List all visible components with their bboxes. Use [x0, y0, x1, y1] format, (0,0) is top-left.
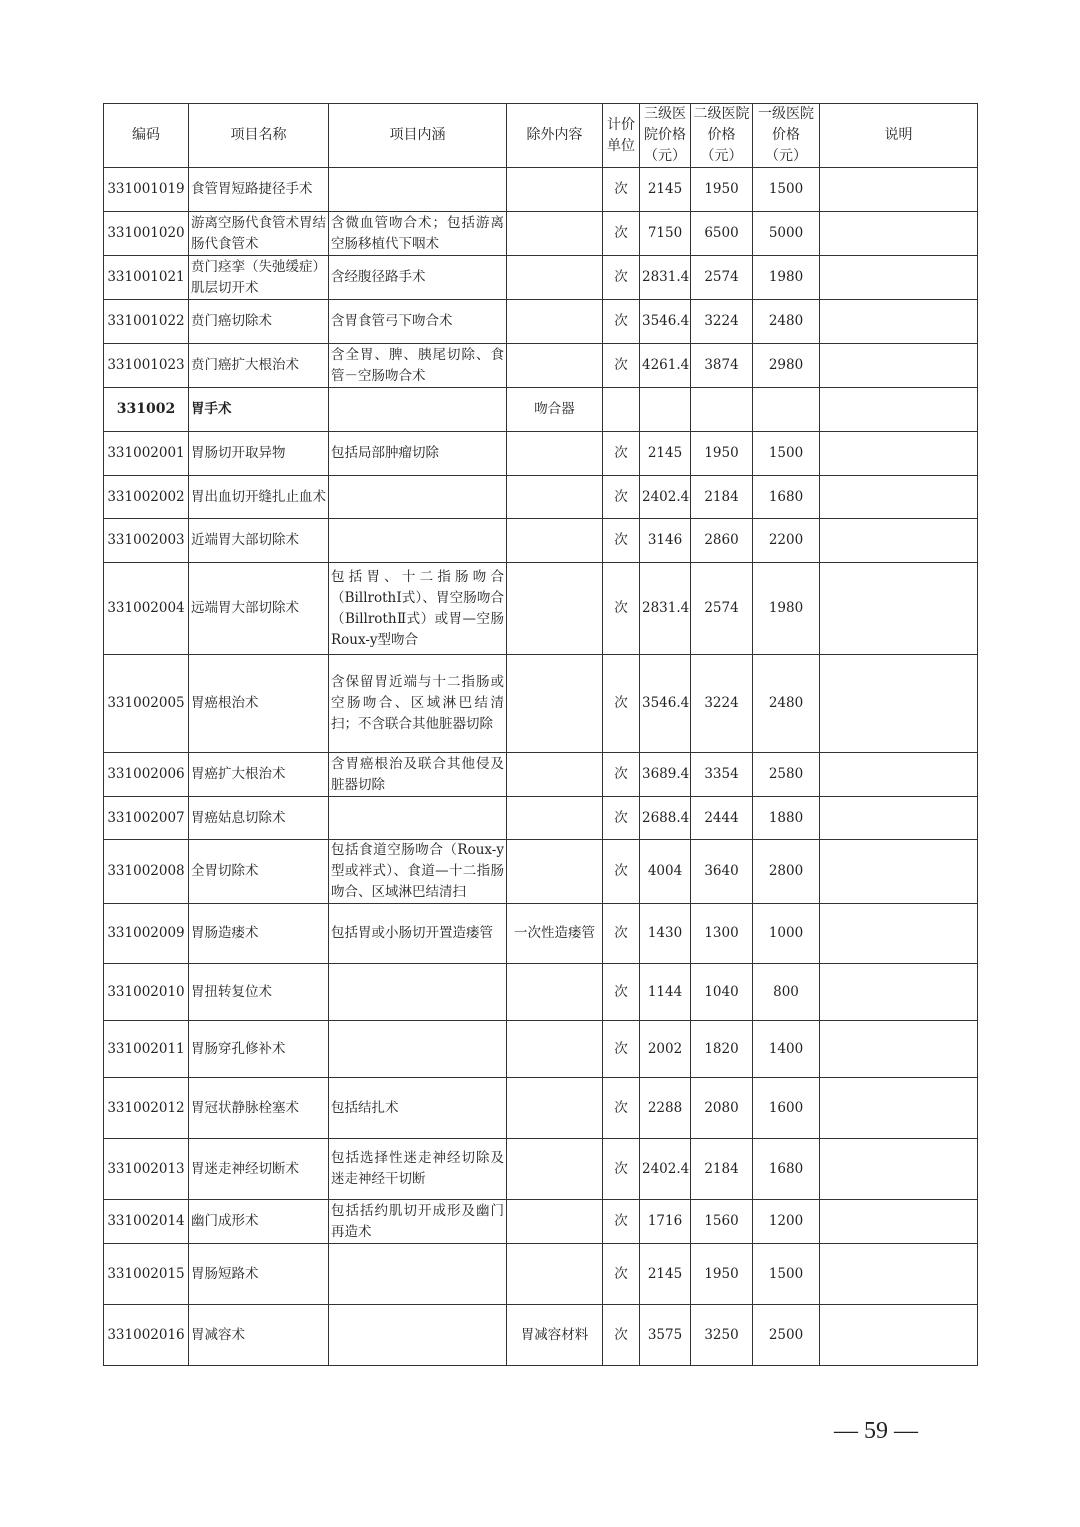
table-row — [104, 1139, 978, 1200]
price-tier1-cell: 1680 — [753, 476, 820, 519]
name-cell: 胃肠穿孔修补术 — [189, 1021, 329, 1078]
table-row — [104, 904, 978, 964]
note-cell — [820, 563, 978, 655]
code-cell: 331002011 — [104, 1021, 189, 1078]
price-tier2-cell — [691, 388, 753, 432]
content-cell: 含微血管吻合术；包括游离空肠移植代下咽术 — [329, 212, 507, 256]
unit-cell: 次 — [603, 797, 640, 840]
price-tier1-cell: 2480 — [753, 655, 820, 753]
code-cell: 331001023 — [104, 344, 189, 388]
code-cell: 331002014 — [104, 1200, 189, 1244]
name-cell: 胃肠造瘘术 — [189, 904, 329, 964]
note-cell — [820, 1078, 978, 1139]
note-cell — [820, 432, 978, 476]
excluded-cell: 胃减容材料 — [507, 1305, 603, 1366]
content-cell — [329, 388, 507, 432]
price-tier1-cell: 800 — [753, 964, 820, 1021]
excluded-cell — [507, 964, 603, 1021]
section-row — [104, 388, 978, 432]
content-cell: 包括胃或小肠切开置造瘘管 — [329, 904, 507, 964]
unit-cell: 次 — [603, 1200, 640, 1244]
excluded-cell — [507, 655, 603, 753]
name-cell: 胃癌姑息切除术 — [189, 797, 329, 840]
price-tier1-cell — [753, 388, 820, 432]
price-tier3-cell: 2145 — [640, 432, 691, 476]
excluded-cell — [507, 476, 603, 519]
excluded-cell — [507, 1139, 603, 1200]
name-cell: 远端胃大部切除术 — [189, 563, 329, 655]
price-tier3-cell: 3546.4 — [640, 300, 691, 344]
price-tier2-cell: 1040 — [691, 964, 753, 1021]
price-tier3-cell: 3689.4 — [640, 753, 691, 797]
price-tier2-cell: 3354 — [691, 753, 753, 797]
price-tier2-cell: 6500 — [691, 212, 753, 256]
price-tier2-cell: 3640 — [691, 840, 753, 904]
name-cell: 全胃切除术 — [189, 840, 329, 904]
price-tier1-cell: 1400 — [753, 1021, 820, 1078]
excluded-cell — [507, 1244, 603, 1305]
price-tier2-cell: 3250 — [691, 1305, 753, 1366]
excluded-cell — [507, 168, 603, 212]
price-tier1-cell: 1500 — [753, 1244, 820, 1305]
price-tier3-cell: 2688.4 — [640, 797, 691, 840]
excluded-cell — [507, 1078, 603, 1139]
unit-cell: 次 — [603, 212, 640, 256]
content-cell: 含经腹径路手术 — [329, 256, 507, 300]
price-tier1-cell: 1500 — [753, 432, 820, 476]
price-tier3-cell: 3575 — [640, 1305, 691, 1366]
table-header-row — [104, 104, 978, 168]
unit-cell: 次 — [603, 476, 640, 519]
unit-cell: 次 — [603, 753, 640, 797]
excluded-cell — [507, 840, 603, 904]
table-row — [104, 344, 978, 388]
unit-cell: 次 — [603, 519, 640, 563]
note-cell — [820, 212, 978, 256]
unit-cell: 次 — [603, 655, 640, 753]
content-cell: 含全胃、脾、胰尾切除、食管－空肠吻合术 — [329, 344, 507, 388]
table-row — [104, 476, 978, 519]
price-tier3-cell: 2002 — [640, 1021, 691, 1078]
table-row — [104, 840, 978, 904]
table-row — [104, 256, 978, 300]
content-cell — [329, 519, 507, 563]
note-cell — [820, 964, 978, 1021]
table-row — [104, 1244, 978, 1305]
excluded-cell — [507, 563, 603, 655]
note-cell — [820, 904, 978, 964]
price-tier1-cell: 2500 — [753, 1305, 820, 1366]
unit-cell: 次 — [603, 432, 640, 476]
code-cell: 331001021 — [104, 256, 189, 300]
name-cell: 胃出血切开缝扎止血术 — [189, 476, 329, 519]
price-tier1-cell: 2480 — [753, 300, 820, 344]
name-cell: 游离空肠代食管术胃结肠代食管术 — [189, 212, 329, 256]
header-price-tier1: 一级医院价格（元） — [753, 104, 820, 168]
code-cell: 331002005 — [104, 655, 189, 753]
header-unit: 计价单位 — [603, 104, 640, 168]
name-cell: 贲门癌扩大根治术 — [189, 344, 329, 388]
price-tier2-cell: 1950 — [691, 1244, 753, 1305]
code-cell: 331002013 — [104, 1139, 189, 1200]
excluded-cell — [507, 519, 603, 563]
name-cell: 胃扭转复位术 — [189, 964, 329, 1021]
content-cell: 包括局部肿瘤切除 — [329, 432, 507, 476]
note-cell — [820, 1244, 978, 1305]
price-tier2-cell: 2574 — [691, 563, 753, 655]
price-tier1-cell: 2980 — [753, 344, 820, 388]
unit-cell: 次 — [603, 1305, 640, 1366]
unit-cell: 次 — [603, 1139, 640, 1200]
code-cell: 331002015 — [104, 1244, 189, 1305]
table-row — [104, 753, 978, 797]
code-cell: 331002006 — [104, 753, 189, 797]
content-cell: 含胃食管弓下吻合术 — [329, 300, 507, 344]
table-row — [104, 563, 978, 655]
name-cell: 胃迷走神经切断术 — [189, 1139, 329, 1200]
content-cell — [329, 168, 507, 212]
price-tier3-cell: 2402.4 — [640, 1139, 691, 1200]
price-tier1-cell: 1000 — [753, 904, 820, 964]
note-cell — [820, 168, 978, 212]
table-row — [104, 519, 978, 563]
content-cell — [329, 476, 507, 519]
table-row — [104, 964, 978, 1021]
unit-cell — [603, 388, 640, 432]
unit-cell: 次 — [603, 256, 640, 300]
code-cell: 331002001 — [104, 432, 189, 476]
price-tier2-cell: 2574 — [691, 256, 753, 300]
content-cell: 包括选择性迷走神经切除及迷走神经干切断 — [329, 1139, 507, 1200]
price-tier1-cell: 1200 — [753, 1200, 820, 1244]
price-tier1-cell: 2800 — [753, 840, 820, 904]
code-cell: 331002007 — [104, 797, 189, 840]
table-row — [104, 797, 978, 840]
name-cell: 贲门癌切除术 — [189, 300, 329, 344]
price-tier3-cell: 7150 — [640, 212, 691, 256]
content-cell — [329, 1244, 507, 1305]
price-tier2-cell: 2444 — [691, 797, 753, 840]
price-tier2-cell: 1560 — [691, 1200, 753, 1244]
content-cell: 含胃癌根治及联合其他侵及脏器切除 — [329, 753, 507, 797]
price-tier3-cell: 4261.4 — [640, 344, 691, 388]
note-cell — [820, 1305, 978, 1366]
note-cell — [820, 753, 978, 797]
table-row — [104, 1021, 978, 1078]
table-row — [104, 212, 978, 256]
price-tier3-cell: 1716 — [640, 1200, 691, 1244]
name-cell: 胃肠切开取异物 — [189, 432, 329, 476]
name-cell: 胃癌根治术 — [189, 655, 329, 753]
unit-cell: 次 — [603, 344, 640, 388]
name-cell: 近端胃大部切除术 — [189, 519, 329, 563]
excluded-cell — [507, 212, 603, 256]
note-cell — [820, 476, 978, 519]
price-tier2-cell: 1820 — [691, 1021, 753, 1078]
note-cell — [820, 1200, 978, 1244]
note-cell — [820, 840, 978, 904]
header-price-tier3: 三级医院价格（元） — [640, 104, 691, 168]
content-cell: 包括结扎术 — [329, 1078, 507, 1139]
unit-cell: 次 — [603, 563, 640, 655]
header-content: 项目内涵 — [329, 104, 507, 168]
price-tier2-cell: 2184 — [691, 476, 753, 519]
content-cell — [329, 1021, 507, 1078]
unit-cell: 次 — [603, 1021, 640, 1078]
note-cell — [820, 1021, 978, 1078]
table-row — [104, 432, 978, 476]
price-tier2-cell: 2184 — [691, 1139, 753, 1200]
price-tier1-cell: 5000 — [753, 212, 820, 256]
price-tier3-cell: 2831.4 — [640, 256, 691, 300]
name-cell: 胃减容术 — [189, 1305, 329, 1366]
name-cell: 胃手术 — [189, 388, 329, 432]
excluded-cell: 吻合器 — [507, 388, 603, 432]
excluded-cell — [507, 1021, 603, 1078]
excluded-cell — [507, 300, 603, 344]
code-cell: 331002 — [104, 388, 189, 432]
price-tier1-cell: 1600 — [753, 1078, 820, 1139]
content-cell: 包括括约肌切开成形及幽门再造术 — [329, 1200, 507, 1244]
table-row — [104, 1200, 978, 1244]
excluded-cell — [507, 1200, 603, 1244]
price-tier3-cell: 2145 — [640, 1244, 691, 1305]
code-cell: 331002004 — [104, 563, 189, 655]
price-tier1-cell: 1980 — [753, 256, 820, 300]
price-tier3-cell: 2402.4 — [640, 476, 691, 519]
price-tier3-cell — [640, 388, 691, 432]
header-code: 编码 — [104, 104, 189, 168]
unit-cell: 次 — [603, 1244, 640, 1305]
excluded-cell — [507, 256, 603, 300]
excluded-cell: 一次性造瘘管 — [507, 904, 603, 964]
note-cell — [820, 388, 978, 432]
unit-cell: 次 — [603, 964, 640, 1021]
price-tier2-cell: 1950 — [691, 168, 753, 212]
price-tier1-cell: 2200 — [753, 519, 820, 563]
name-cell: 幽门成形术 — [189, 1200, 329, 1244]
unit-cell: 次 — [603, 904, 640, 964]
name-cell: 胃癌扩大根治术 — [189, 753, 329, 797]
price-tier1-cell: 1980 — [753, 563, 820, 655]
code-cell: 331002008 — [104, 840, 189, 904]
code-cell: 331002003 — [104, 519, 189, 563]
price-tier2-cell: 3874 — [691, 344, 753, 388]
price-tier2-cell: 3224 — [691, 655, 753, 753]
price-tier2-cell: 2860 — [691, 519, 753, 563]
price-tier2-cell: 2080 — [691, 1078, 753, 1139]
price-tier3-cell: 2288 — [640, 1078, 691, 1139]
price-tier3-cell: 2145 — [640, 168, 691, 212]
name-cell: 贲门痉挛（失弛缓症）肌层切开术 — [189, 256, 329, 300]
name-cell: 食管胃短路捷径手术 — [189, 168, 329, 212]
code-cell: 331001020 — [104, 212, 189, 256]
price-tier3-cell: 1144 — [640, 964, 691, 1021]
code-cell: 331002009 — [104, 904, 189, 964]
content-cell: 包括胃、十二指肠吻合（BillrothⅠ式）、胃空肠吻合（BillrothⅡ式）或胃—空肠Roux-y型吻合 — [329, 563, 507, 655]
table-row — [104, 300, 978, 344]
table-row — [104, 1078, 978, 1139]
price-tier2-cell: 3224 — [691, 300, 753, 344]
code-cell: 331002016 — [104, 1305, 189, 1366]
price-tier3-cell: 1430 — [640, 904, 691, 964]
excluded-cell — [507, 797, 603, 840]
page-number: — 59 — — [834, 1418, 918, 1444]
excluded-cell — [507, 753, 603, 797]
code-cell: 331001019 — [104, 168, 189, 212]
note-cell — [820, 344, 978, 388]
note-cell — [820, 256, 978, 300]
price-tier1-cell: 1680 — [753, 1139, 820, 1200]
price-tier1-cell: 1880 — [753, 797, 820, 840]
price-tier2-cell: 1300 — [691, 904, 753, 964]
price-tier3-cell: 2831.4 — [640, 563, 691, 655]
unit-cell: 次 — [603, 300, 640, 344]
header-name: 项目名称 — [189, 104, 329, 168]
excluded-cell — [507, 432, 603, 476]
note-cell — [820, 300, 978, 344]
code-cell: 331002010 — [104, 964, 189, 1021]
unit-cell: 次 — [603, 840, 640, 904]
content-cell — [329, 797, 507, 840]
code-cell: 331002002 — [104, 476, 189, 519]
table-row — [104, 655, 978, 753]
header-price-tier2: 二级医院价格（元） — [691, 104, 753, 168]
price-tier1-cell: 1500 — [753, 168, 820, 212]
excluded-cell — [507, 344, 603, 388]
note-cell — [820, 655, 978, 753]
content-cell — [329, 964, 507, 1021]
table-body — [104, 168, 978, 1366]
note-cell — [820, 797, 978, 840]
name-cell: 胃肠短路术 — [189, 1244, 329, 1305]
unit-cell: 次 — [603, 1078, 640, 1139]
note-cell — [820, 519, 978, 563]
table-row — [104, 1305, 978, 1366]
price-table — [103, 103, 978, 1366]
content-cell: 含保留胃近端与十二指肠或空肠吻合、区域淋巴结清扫；不含联合其他脏器切除 — [329, 655, 507, 753]
table-row — [104, 168, 978, 212]
content-cell — [329, 1305, 507, 1366]
header-note: 说明 — [820, 104, 978, 168]
header-excluded: 除外内容 — [507, 104, 603, 168]
price-tier3-cell: 4004 — [640, 840, 691, 904]
price-tier3-cell: 3146 — [640, 519, 691, 563]
code-cell: 331001022 — [104, 300, 189, 344]
price-tier2-cell: 1950 — [691, 432, 753, 476]
price-tier3-cell: 3546.4 — [640, 655, 691, 753]
code-cell: 331002012 — [104, 1078, 189, 1139]
name-cell: 胃冠状静脉栓塞术 — [189, 1078, 329, 1139]
price-tier1-cell: 2580 — [753, 753, 820, 797]
unit-cell: 次 — [603, 168, 640, 212]
content-cell: 包括食道空肠吻合（Roux-y型或袢式）、食道—十二指肠吻合、区域淋巴结清扫 — [329, 840, 507, 904]
note-cell — [820, 1139, 978, 1200]
